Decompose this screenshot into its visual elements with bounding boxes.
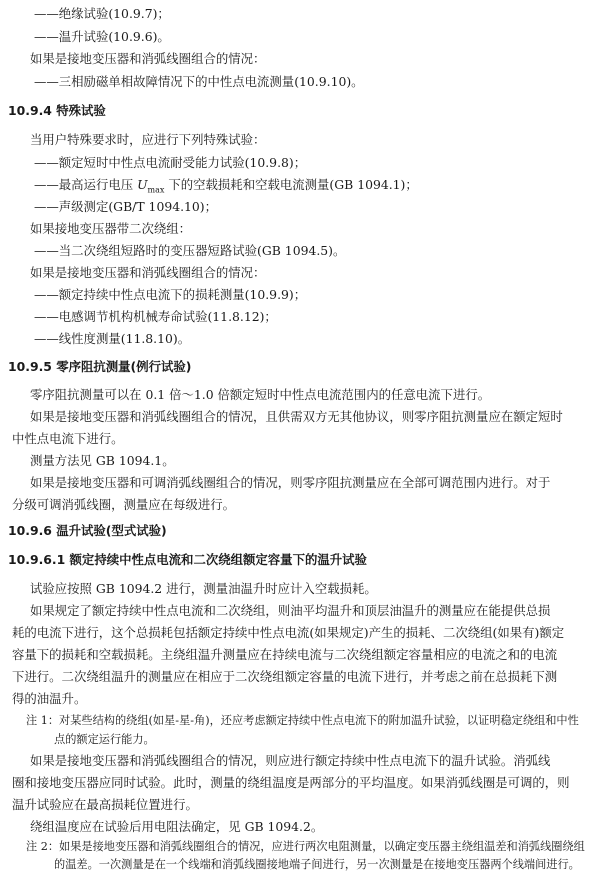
paragraph-line: 如果是接地变压器和可调消弧线圈组合的情况，则零序阻抗测量应在全部可调范围内进行。对于 (30, 475, 551, 490)
section-heading-10-9-5: 10.9.5 零序阻抗测量(例行试验) (8, 359, 192, 374)
note-1: 注 1：对某些结构的绕组(如星-星-角)，还应考虑额定持续中性点电流下的附加温升试验，以证明稳定绕组和中性 (26, 714, 579, 727)
section-heading-10-9-6: 10.9.6 温升试验(型式试验) (8, 523, 167, 538)
list-item-short-circuit-test: ——当二次绕组短路时的变压器短路试验(GB 1094.5)。 (34, 243, 346, 258)
paragraph-special-tests-intro: 当用户特殊要求时，应进行下列特殊试验： (30, 132, 266, 147)
note-2: 注 2：如果是接地变压器和消弧线圈组合的情况，应进行两次电阻测量，以确定变压器主绕组温差和消弧线圈绕组 (26, 840, 585, 853)
paragraph-line: 温升试验应在最高损耗位置进行。 (12, 797, 198, 812)
paragraph-combination-condition-2: 如果是接地变压器和消弧线圈组合的情况： (30, 265, 266, 280)
list-item-mechanical-life: ——电感调节机构机械寿命试验(11.8.12)； (34, 309, 277, 324)
paragraph-line: 圈和接地变压器应同时试验。此时，测量的绕组温度是两部分的平均温度。如果消弧线圈是可调的，则 (12, 775, 570, 790)
list-item-sound-level: ——声级测定(GB/T 1094.10)； (34, 199, 218, 214)
list-item-loss-measurement: ——额定持续中性点电流下的损耗测量(10.9.9)； (34, 287, 307, 302)
paragraph-line: 分级可调消弧线圈，测量应在每级进行。 (12, 497, 236, 512)
paragraph-line: 中性点电流下进行。 (12, 431, 124, 446)
paragraph-line: 绕组温度应在试验后用电阻法确定，见 GB 1094.2。 (30, 819, 324, 834)
list-item-short-time-current: ——额定短时中性点电流耐受能力试验(10.9.8)； (34, 155, 307, 170)
paragraph-line: 耗的电流下进行，这个总损耗包括额定持续中性点电流(如果规定)产生的损耗、二次绕组(如果有)额定 (12, 625, 565, 640)
paragraph-line: 零序阻抗测量可以在 0.1 倍～1.0 倍额定短时中性点电流范围内的任意电流下进行。 (30, 387, 491, 402)
paragraph-combination-condition: 如果是接地变压器和消弧线圈组合的情况： (30, 51, 266, 66)
list-item-temperature-rise-test: ——温升试验(10.9.6)。 (34, 29, 170, 44)
list-item-linearity: ——线性度测量(11.8.10)。 (34, 331, 191, 346)
note-1-continuation: 点的额定运行能力。 (54, 733, 155, 746)
section-heading-10-9-4: 10.9.4 特殊试验 (8, 103, 106, 118)
section-heading-10-9-6-1: 10.9.6.1 额定持续中性点电流和二次绕组额定容量下的温升试验 (8, 552, 367, 567)
paragraph-line: 如果规定了额定持续中性点电流和二次绕组，则油平均温升和顶层油温升的测量应在能提供总损 (30, 603, 551, 618)
list-item-three-phase-measurement: ——三相励磁单相故障情况下的中性点电流测量(10.9.10)。 (34, 74, 364, 89)
paragraph-line: 如果是接地变压器和消弧线圈组合的情况，则应进行额定持续中性点电流下的温升试验。消弧线 (30, 753, 551, 768)
note-2-continuation: 的温差。一次测量是在一个线端和消弧线圈接地端子间进行，另一次测量是在接地变压器两个线端间进行。 (54, 858, 580, 871)
paragraph-line: 试验应按照 GB 1094.2 进行，测量油温升时应计入空载损耗。 (30, 581, 377, 596)
paragraph-line: 下进行。二次绕组温升的测量应在相应于二次绕组额定容量的电流下进行，并考虑之前在总损耗下测 (12, 669, 558, 684)
paragraph-line: 测量方法见 GB 1094.1。 (30, 453, 175, 468)
paragraph-secondary-winding: 如果接地变压器带二次绕组： (30, 221, 192, 236)
paragraph-line: 得的油温升。 (12, 691, 87, 706)
paragraph-line: 如果是接地变压器和消弧线圈组合的情况，且供需双方无其他协议，则零序阻抗测量应在额定短时 (30, 409, 563, 424)
list-item-umax-no-load: ——最高运行电压 $U_{max}$ 下的空载损耗和空载电流测量(GB 1094.1)； (34, 177, 418, 195)
list-item-insulation-test: ——绝缘试验(10.9.7)； (34, 6, 170, 21)
paragraph-line: 容量下的损耗和空载损耗。主绕组温升测量应在持续电流与二次绕组额定容量相应的电流之和的电流 (12, 647, 558, 662)
